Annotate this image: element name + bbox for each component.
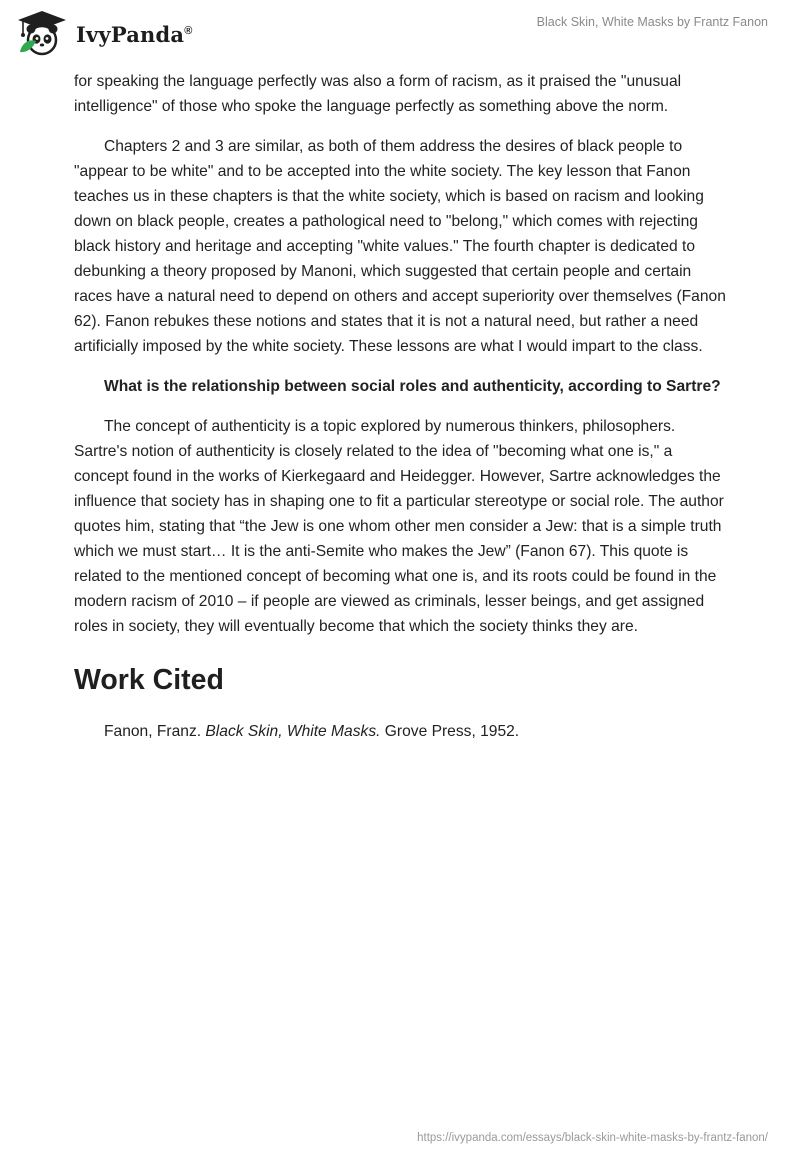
page-header (0, 0, 800, 64)
citation-publisher: Grove Press, 1952. (380, 723, 520, 740)
document-title: Black Skin, White Masks by Frantz Fanon (536, 15, 768, 29)
paragraph-chapters: Chapters 2 and 3 are similar, as both of them address the desires of black people to "appear to be white" and to be accepted into the white society. The key lesson that Fanon teaches us in these chapters is that the white society, which is based on racism and looking down on black people, creates a pathological need to "belong," which comes with rejecting black history and heritage and accepting "white values." The fourth chapter is dedicated to debunking a theory proposed by Manoni, which suggested that certain people and certain races have a natural need to depend on others and accept superiority over themselves (Fanon 62). Fanon rebukes these notions and states that it is not a natural need, but rather a need artificially imposed by the white society. These lessons are what I would impart to the class. (74, 138, 726, 355)
panda-graduate-icon (14, 8, 70, 58)
question-heading: What is the relationship between social roles and authenticity, according to Sartre? (104, 378, 721, 395)
essay-content (74, 69, 730, 759)
works-cited-heading: Work Cited (74, 664, 224, 696)
paragraph-authenticity: The concept of authenticity is a topic explored by numerous thinkers, philosophers. Sartre's notion of authenticity is closely related to the idea of "becoming what one is," a concept found in the works of Kierkegaard and Heidegger. However, Sartre acknowledges the influence that society has in shaping one to fit a particular stereotype or social role. The author quotes him, stating that “the Jew is one whom other men consider a Jew: that is a simple truth which we must start… It is the anti-Semite who makes the Jew” (Fanon 67). This quote is related to the mentioned concept of becoming what one is, and its roots could be found in the modern racism of 2010 – if people are viewed as criminals, lesser beings, and get assigned roles in society, they will eventually become that which the society thinks they are. (74, 418, 724, 635)
registered-mark: ® (184, 24, 193, 37)
footer-url[interactable]: https://ivypanda.com/essays/black-skin-white-masks-by-frantz-fanon/ (417, 1132, 768, 1144)
citation-title: Black Skin, White Masks. (205, 723, 381, 740)
citation-author: Fanon, Franz. (104, 723, 206, 740)
citation-entry (74, 719, 730, 744)
brand-logo[interactable] (14, 8, 193, 58)
brand-name: IvyPanda® (76, 21, 193, 47)
paragraph-continued: for speaking the language perfectly was also a form of racism, as it praised the "unusual intelligence" of those who spoke the language perfectly as something above the norm. (74, 73, 682, 115)
